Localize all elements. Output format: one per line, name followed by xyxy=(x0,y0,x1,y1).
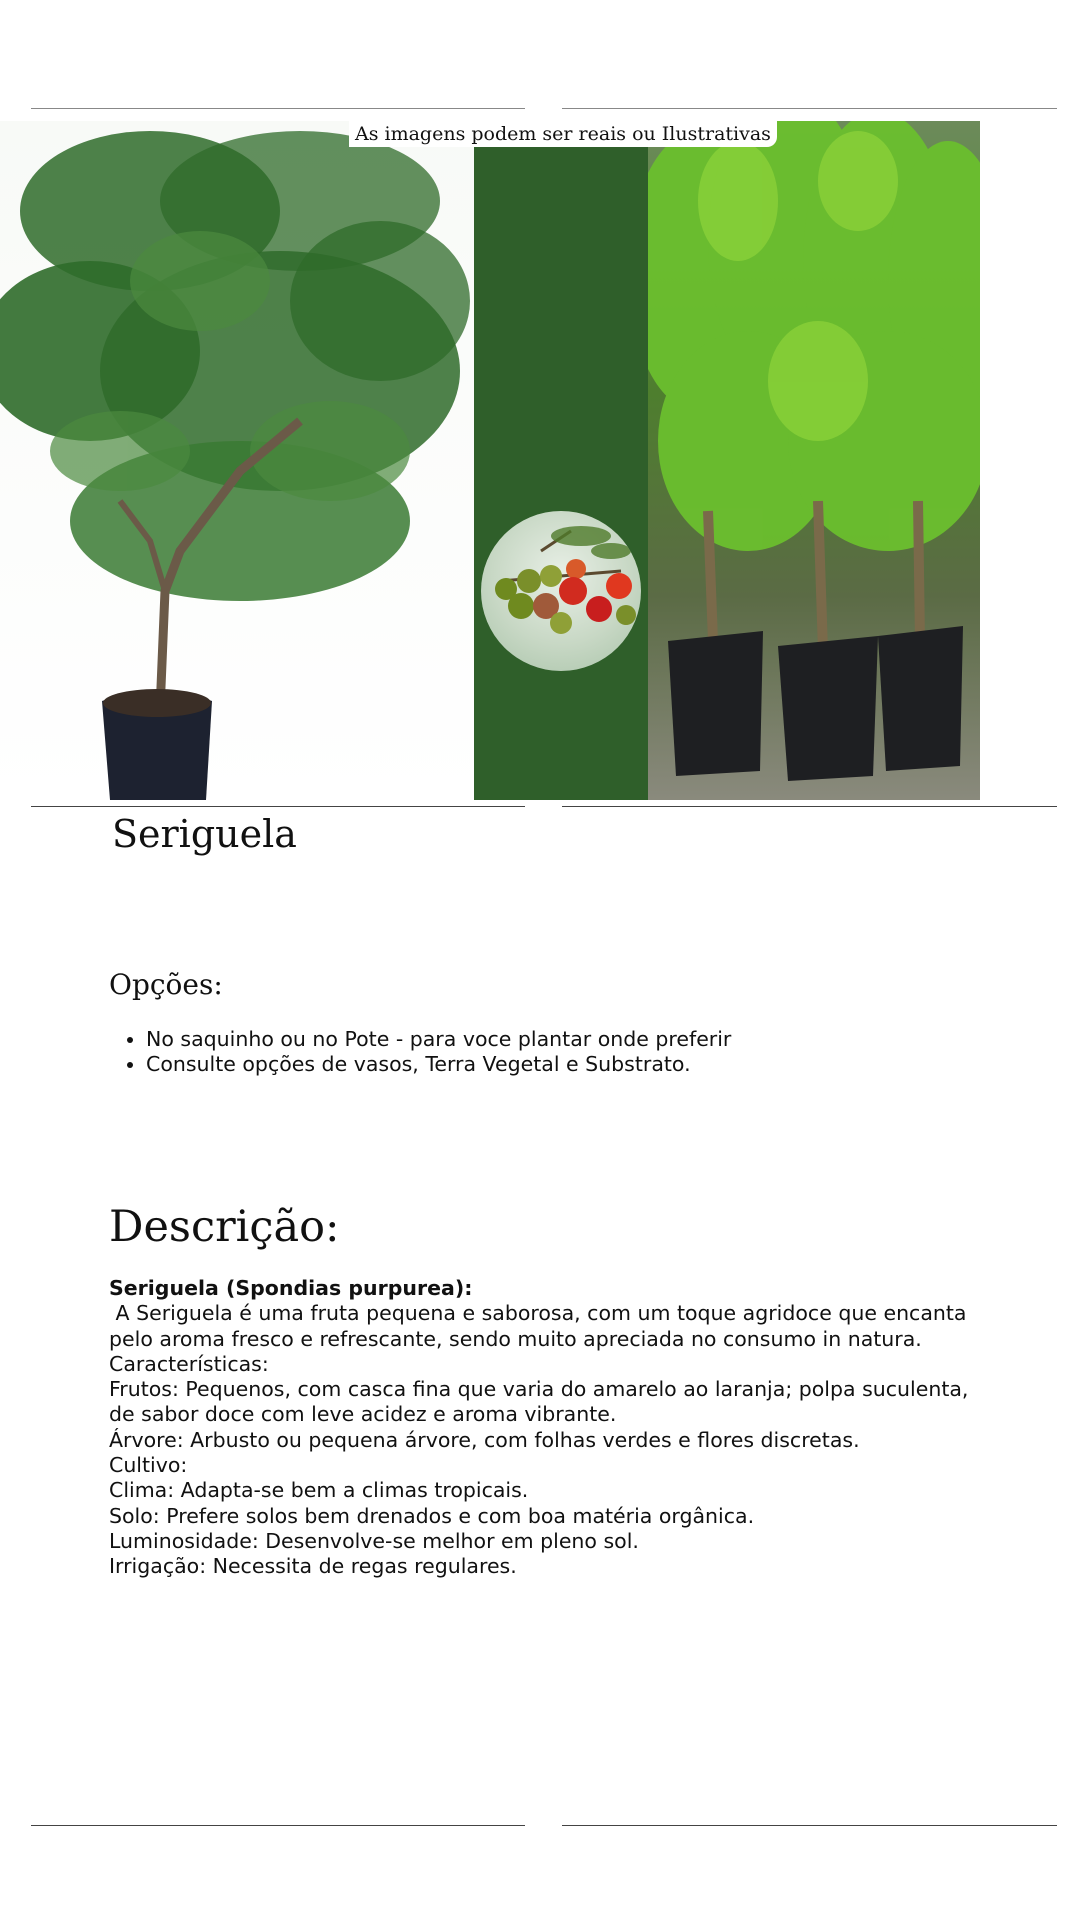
potted-tree-illustration xyxy=(0,121,474,800)
divider-bottom-left xyxy=(31,1825,525,1826)
product-title: Seriguela xyxy=(112,812,297,856)
seriguela-fruit-image xyxy=(481,511,641,671)
images-disclaimer-caption: As imagens podem ser reais ou Ilustrativas xyxy=(349,121,777,147)
description-line: Características: xyxy=(109,1351,269,1376)
description-heading: Descrição: xyxy=(109,1202,340,1252)
divider-bottom-right xyxy=(562,1825,1057,1826)
nursery-illustration xyxy=(648,121,980,800)
green-accent-panel xyxy=(474,145,648,800)
options-heading: Opções: xyxy=(109,968,223,1001)
divider-top-left xyxy=(31,108,525,109)
potted-tree-image xyxy=(0,121,474,800)
description-line: A Seriguela é uma fruta pequena e saborosa, com um toque agridoce que encanta pelo aroma fresco e refrescante, sendo muito apreciada no consumo in natura. xyxy=(109,1301,974,1351)
divider-middle-left xyxy=(31,806,525,807)
description-line: Clima: Adapta-se bem a climas tropicais. xyxy=(109,1478,529,1503)
description-line: Cultivo: xyxy=(109,1453,188,1478)
nursery-seedlings-image xyxy=(648,121,980,800)
fruit-cluster-illustration xyxy=(481,511,641,671)
description-line: Solo: Prefere solos bem drenados e com boa matéria orgânica. xyxy=(109,1503,755,1528)
description-line: Luminosidade: Desenvolve-se melhor em pleno sol. xyxy=(109,1528,639,1553)
options-item: • Consulte opções de vasos, Terra Vegetal e Substrato. xyxy=(146,1052,1026,1077)
description-body xyxy=(109,1276,989,1580)
description-line: Árvore: Arbusto ou pequena árvore, com folhas verdes e flores discretas. xyxy=(109,1427,860,1452)
description-intro-bold: Seriguela (Spondias purpurea): xyxy=(109,1276,473,1300)
options-list xyxy=(146,1027,1026,1077)
product-image-banner[interactable] xyxy=(0,121,980,800)
divider-top-right xyxy=(562,108,1057,109)
options-item: • No saquinho ou no Pote - para voce plantar onde preferir xyxy=(146,1027,1026,1052)
description-line: Irrigação: Necessita de regas regulares. xyxy=(109,1554,517,1579)
divider-middle-right xyxy=(562,806,1057,807)
description-line: Frutos: Pequenos, com casca fina que varia do amarelo ao laranja; polpa suculenta, de sabor doce com leve acidez e aroma vibrante. xyxy=(109,1377,969,1427)
